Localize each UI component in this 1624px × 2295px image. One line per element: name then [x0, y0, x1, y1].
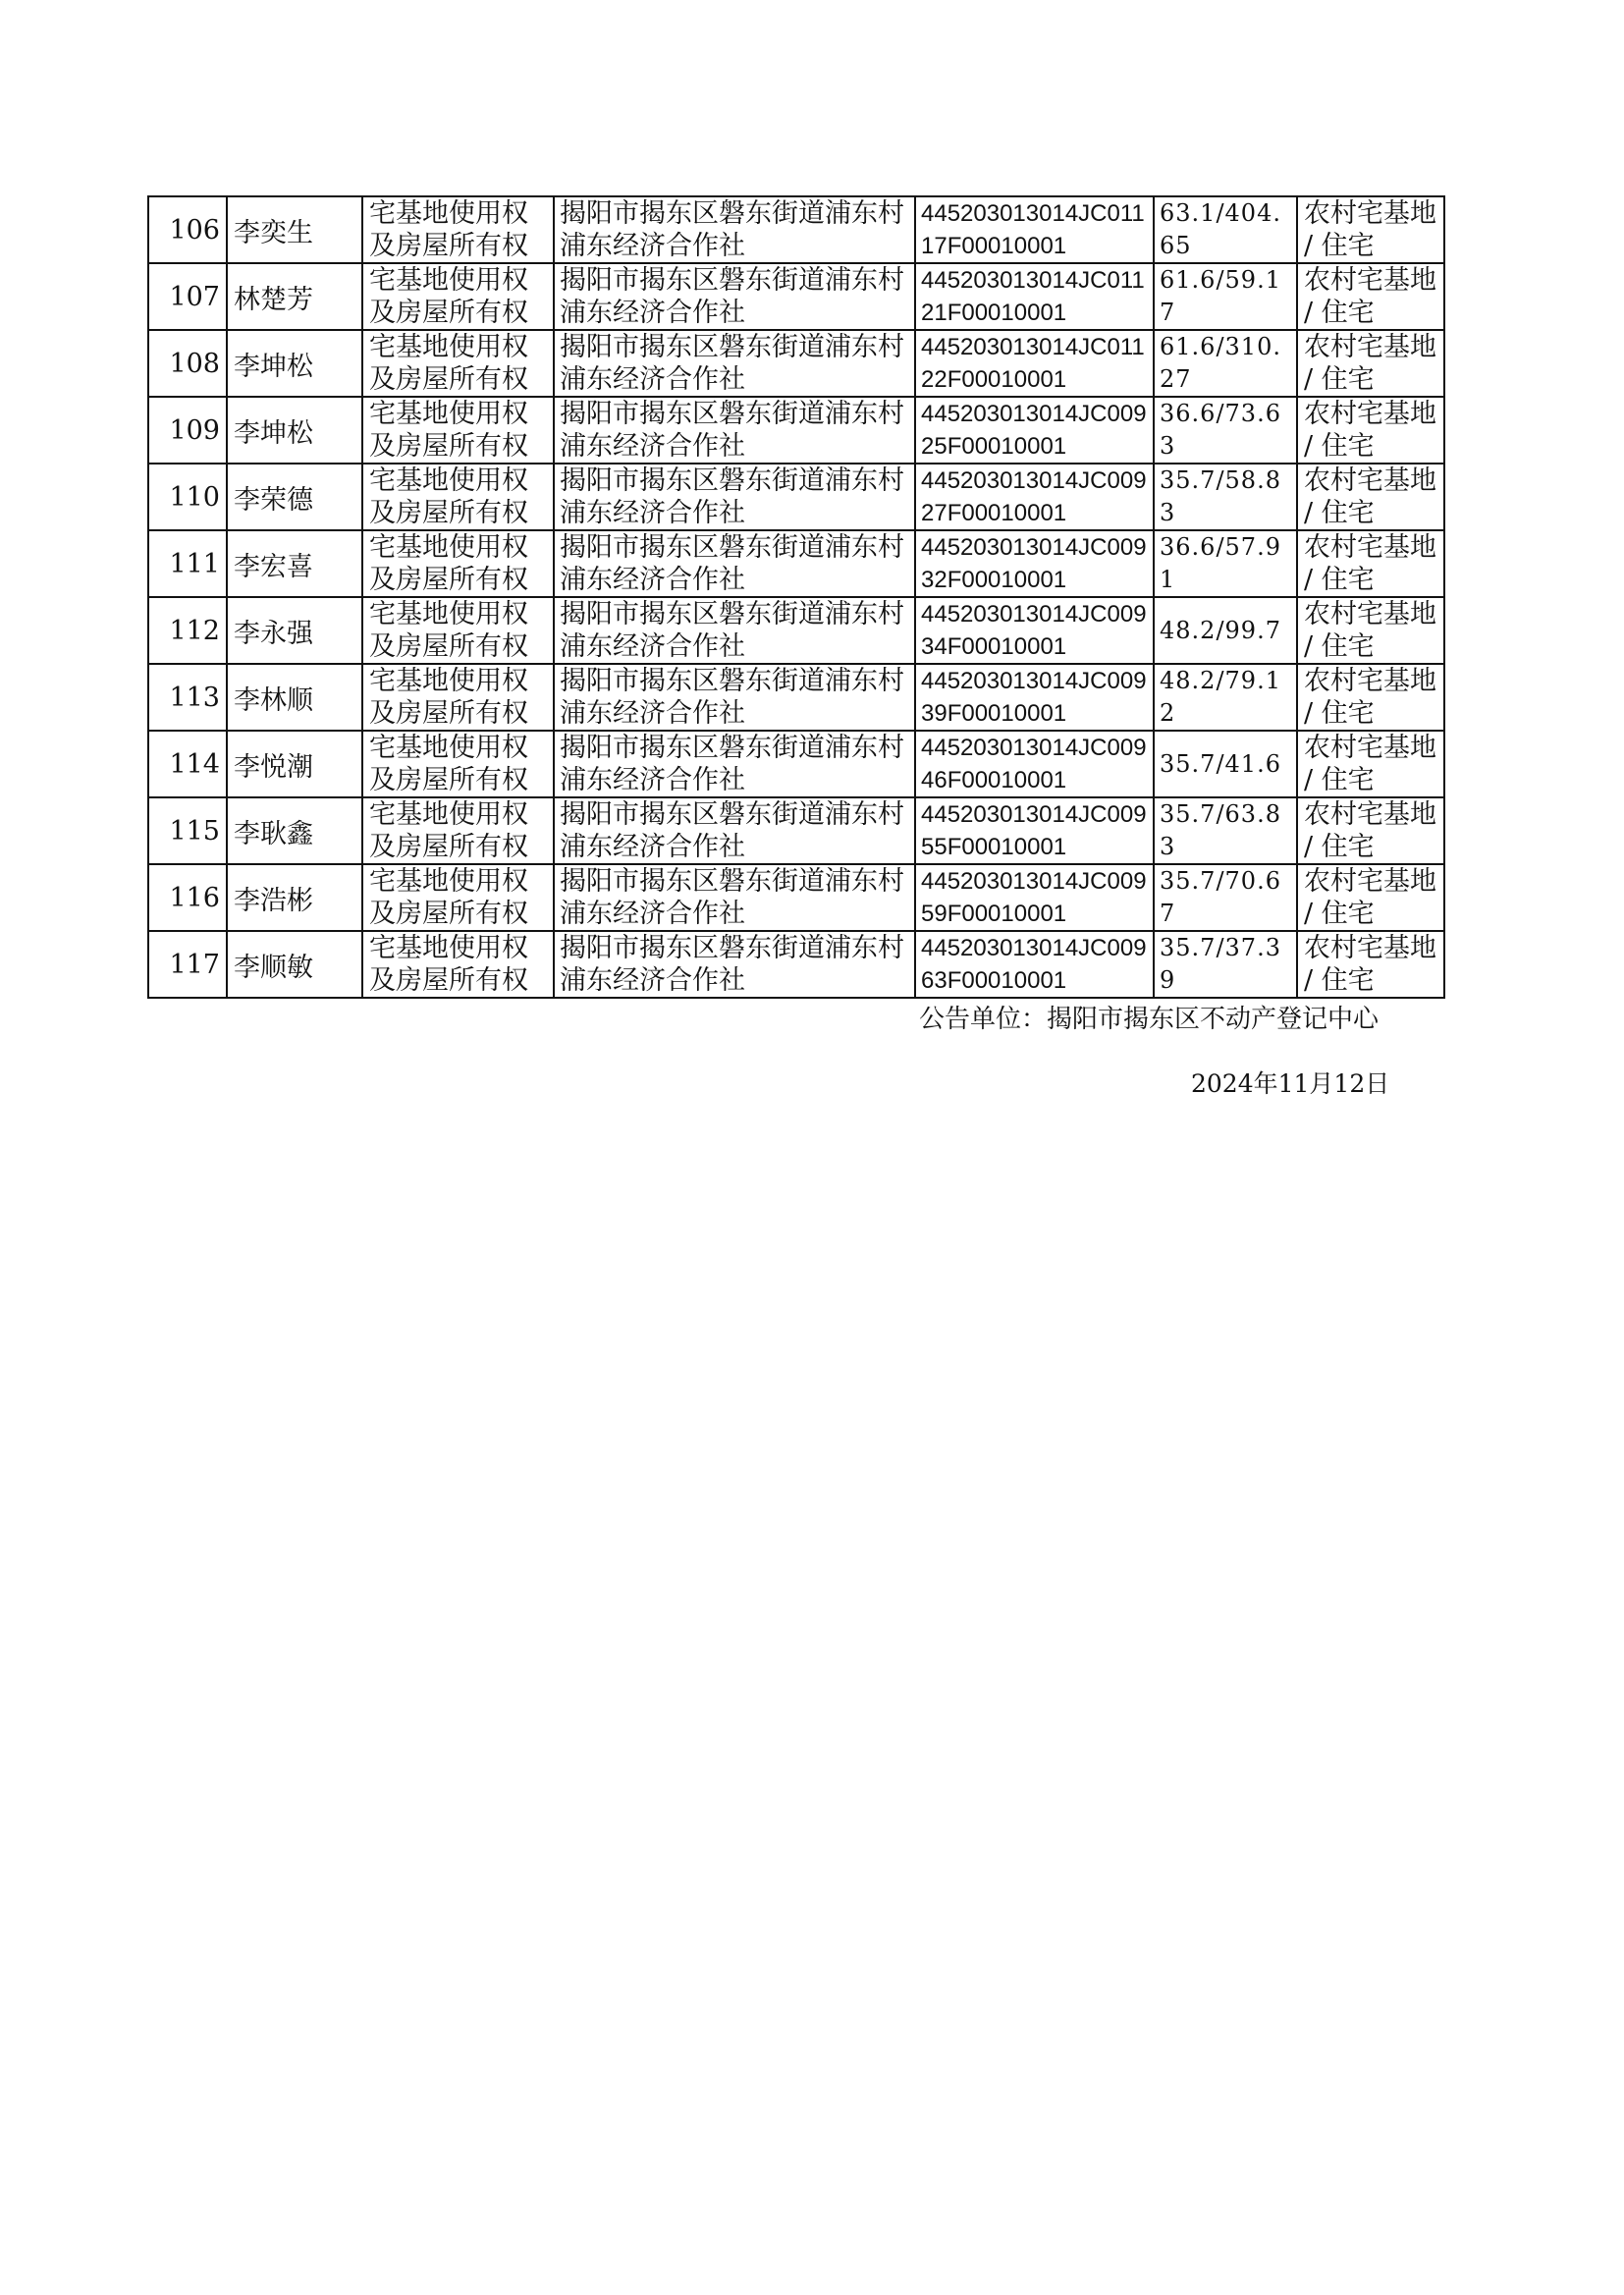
- unit-code: 445203013014JC00959F00010001: [915, 864, 1154, 931]
- right-type: 宅基地使用权及房屋所有权: [362, 864, 554, 931]
- area: 48.2/99.7: [1154, 597, 1297, 664]
- right-type: 宅基地使用权及房屋所有权: [362, 731, 554, 797]
- row-number: 108: [148, 330, 227, 397]
- table-row: [148, 530, 1444, 597]
- area: 35.7/37.39: [1154, 931, 1297, 998]
- land-use: 农村宅基地 / 住宅: [1297, 597, 1444, 664]
- land-use: 农村宅基地 / 住宅: [1297, 530, 1444, 597]
- unit-code: 445203013014JC00939F00010001: [915, 664, 1154, 731]
- right-type: 宅基地使用权及房屋所有权: [362, 397, 554, 464]
- unit-code: 445203013014JC00934F00010001: [915, 597, 1154, 664]
- announcing-unit: 公告单位：揭阳市揭东区不动产登记中心: [919, 1005, 1380, 1034]
- table-row: [148, 931, 1444, 998]
- land-owner: 揭阳市揭东区磐东街道浦东村浦东经济合作社: [554, 196, 915, 263]
- land-owner: 揭阳市揭东区磐东街道浦东村浦东经济合作社: [554, 664, 915, 731]
- land-use: 农村宅基地 / 住宅: [1297, 731, 1444, 797]
- row-number: 116: [148, 864, 227, 931]
- table-row: [148, 330, 1444, 397]
- right-holder-name: 李浩彬: [227, 864, 362, 931]
- area: 35.7/70.67: [1154, 864, 1297, 931]
- unit-code: 445203013014JC00927F00010001: [915, 464, 1154, 530]
- land-use: 农村宅基地 / 住宅: [1297, 797, 1444, 864]
- unit-code: 445203013014JC00955F00010001: [915, 797, 1154, 864]
- table-row: [148, 263, 1444, 330]
- right-type: 宅基地使用权及房屋所有权: [362, 931, 554, 998]
- land-owner: 揭阳市揭东区磐东街道浦东村浦东经济合作社: [554, 931, 915, 998]
- right-type: 宅基地使用权及房屋所有权: [362, 464, 554, 530]
- area: 35.7/58.83: [1154, 464, 1297, 530]
- right-type: 宅基地使用权及房屋所有权: [362, 263, 554, 330]
- area: 61.6/310.27: [1154, 330, 1297, 397]
- unit-code: 445203013014JC00932F00010001: [915, 530, 1154, 597]
- land-owner: 揭阳市揭东区磐东街道浦东村浦东经济合作社: [554, 464, 915, 530]
- right-holder-name: 李荣德: [227, 464, 362, 530]
- land-owner: 揭阳市揭东区磐东街道浦东村浦东经济合作社: [554, 330, 915, 397]
- table-row: [148, 464, 1444, 530]
- land-use: 农村宅基地 / 住宅: [1297, 263, 1444, 330]
- announcement-date: 2024年11月12日: [1191, 1069, 1390, 1098]
- row-number: 113: [148, 664, 227, 731]
- right-holder-name: 李顺敏: [227, 931, 362, 998]
- area: 35.7/41.6: [1154, 731, 1297, 797]
- right-holder-name: 李坤松: [227, 330, 362, 397]
- table-row: [148, 597, 1444, 664]
- registration-table-body: [148, 196, 1444, 998]
- table-row: [148, 397, 1444, 464]
- row-number: 114: [148, 731, 227, 797]
- right-type: 宅基地使用权及房屋所有权: [362, 664, 554, 731]
- row-number: 112: [148, 597, 227, 664]
- right-holder-name: 李悦潮: [227, 731, 362, 797]
- area: 61.6/59.17: [1154, 263, 1297, 330]
- land-owner: 揭阳市揭东区磐东街道浦东村浦东经济合作社: [554, 597, 915, 664]
- table-row: [148, 664, 1444, 731]
- right-holder-name: 李林顺: [227, 664, 362, 731]
- table-row: [148, 797, 1444, 864]
- right-type: 宅基地使用权及房屋所有权: [362, 597, 554, 664]
- unit-code: 445203013014JC00963F00010001: [915, 931, 1154, 998]
- right-holder-name: 李奕生: [227, 196, 362, 263]
- land-use: 农村宅基地 / 住宅: [1297, 931, 1444, 998]
- row-number: 110: [148, 464, 227, 530]
- area: 48.2/79.12: [1154, 664, 1297, 731]
- area: 36.6/73.63: [1154, 397, 1297, 464]
- row-number: 106: [148, 196, 227, 263]
- right-holder-name: 李坤松: [227, 397, 362, 464]
- land-use: 农村宅基地 / 住宅: [1297, 864, 1444, 931]
- registration-table: [147, 195, 1445, 999]
- row-number: 109: [148, 397, 227, 464]
- land-owner: 揭阳市揭东区磐东街道浦东村浦东经济合作社: [554, 397, 915, 464]
- unit-code: 445203013014JC01117F00010001: [915, 196, 1154, 263]
- right-holder-name: 李永强: [227, 597, 362, 664]
- land-use: 农村宅基地 / 住宅: [1297, 397, 1444, 464]
- table-row: [148, 731, 1444, 797]
- right-holder-name: 李耿鑫: [227, 797, 362, 864]
- unit-code: 445203013014JC01122F00010001: [915, 330, 1154, 397]
- land-owner: 揭阳市揭东区磐东街道浦东村浦东经济合作社: [554, 263, 915, 330]
- land-owner: 揭阳市揭东区磐东街道浦东村浦东经济合作社: [554, 797, 915, 864]
- table-row: [148, 864, 1444, 931]
- right-holder-name: 林楚芳: [227, 263, 362, 330]
- land-use: 农村宅基地 / 住宅: [1297, 664, 1444, 731]
- unit-code: 445203013014JC00925F00010001: [915, 397, 1154, 464]
- area: 63.1/404.65: [1154, 196, 1297, 263]
- area: 36.6/57.91: [1154, 530, 1297, 597]
- right-type: 宅基地使用权及房屋所有权: [362, 196, 554, 263]
- land-use: 农村宅基地 / 住宅: [1297, 196, 1444, 263]
- right-type: 宅基地使用权及房屋所有权: [362, 797, 554, 864]
- right-type: 宅基地使用权及房屋所有权: [362, 530, 554, 597]
- land-owner: 揭阳市揭东区磐东街道浦东村浦东经济合作社: [554, 731, 915, 797]
- row-number: 111: [148, 530, 227, 597]
- land-owner: 揭阳市揭东区磐东街道浦东村浦东经济合作社: [554, 864, 915, 931]
- row-number: 107: [148, 263, 227, 330]
- land-use: 农村宅基地 / 住宅: [1297, 330, 1444, 397]
- unit-code: 445203013014JC00946F00010001: [915, 731, 1154, 797]
- row-number: 117: [148, 931, 227, 998]
- right-holder-name: 李宏喜: [227, 530, 362, 597]
- area: 35.7/63.83: [1154, 797, 1297, 864]
- table-row: [148, 196, 1444, 263]
- row-number: 115: [148, 797, 227, 864]
- land-use: 农村宅基地 / 住宅: [1297, 464, 1444, 530]
- unit-code: 445203013014JC01121F00010001: [915, 263, 1154, 330]
- land-owner: 揭阳市揭东区磐东街道浦东村浦东经济合作社: [554, 530, 915, 597]
- right-type: 宅基地使用权及房屋所有权: [362, 330, 554, 397]
